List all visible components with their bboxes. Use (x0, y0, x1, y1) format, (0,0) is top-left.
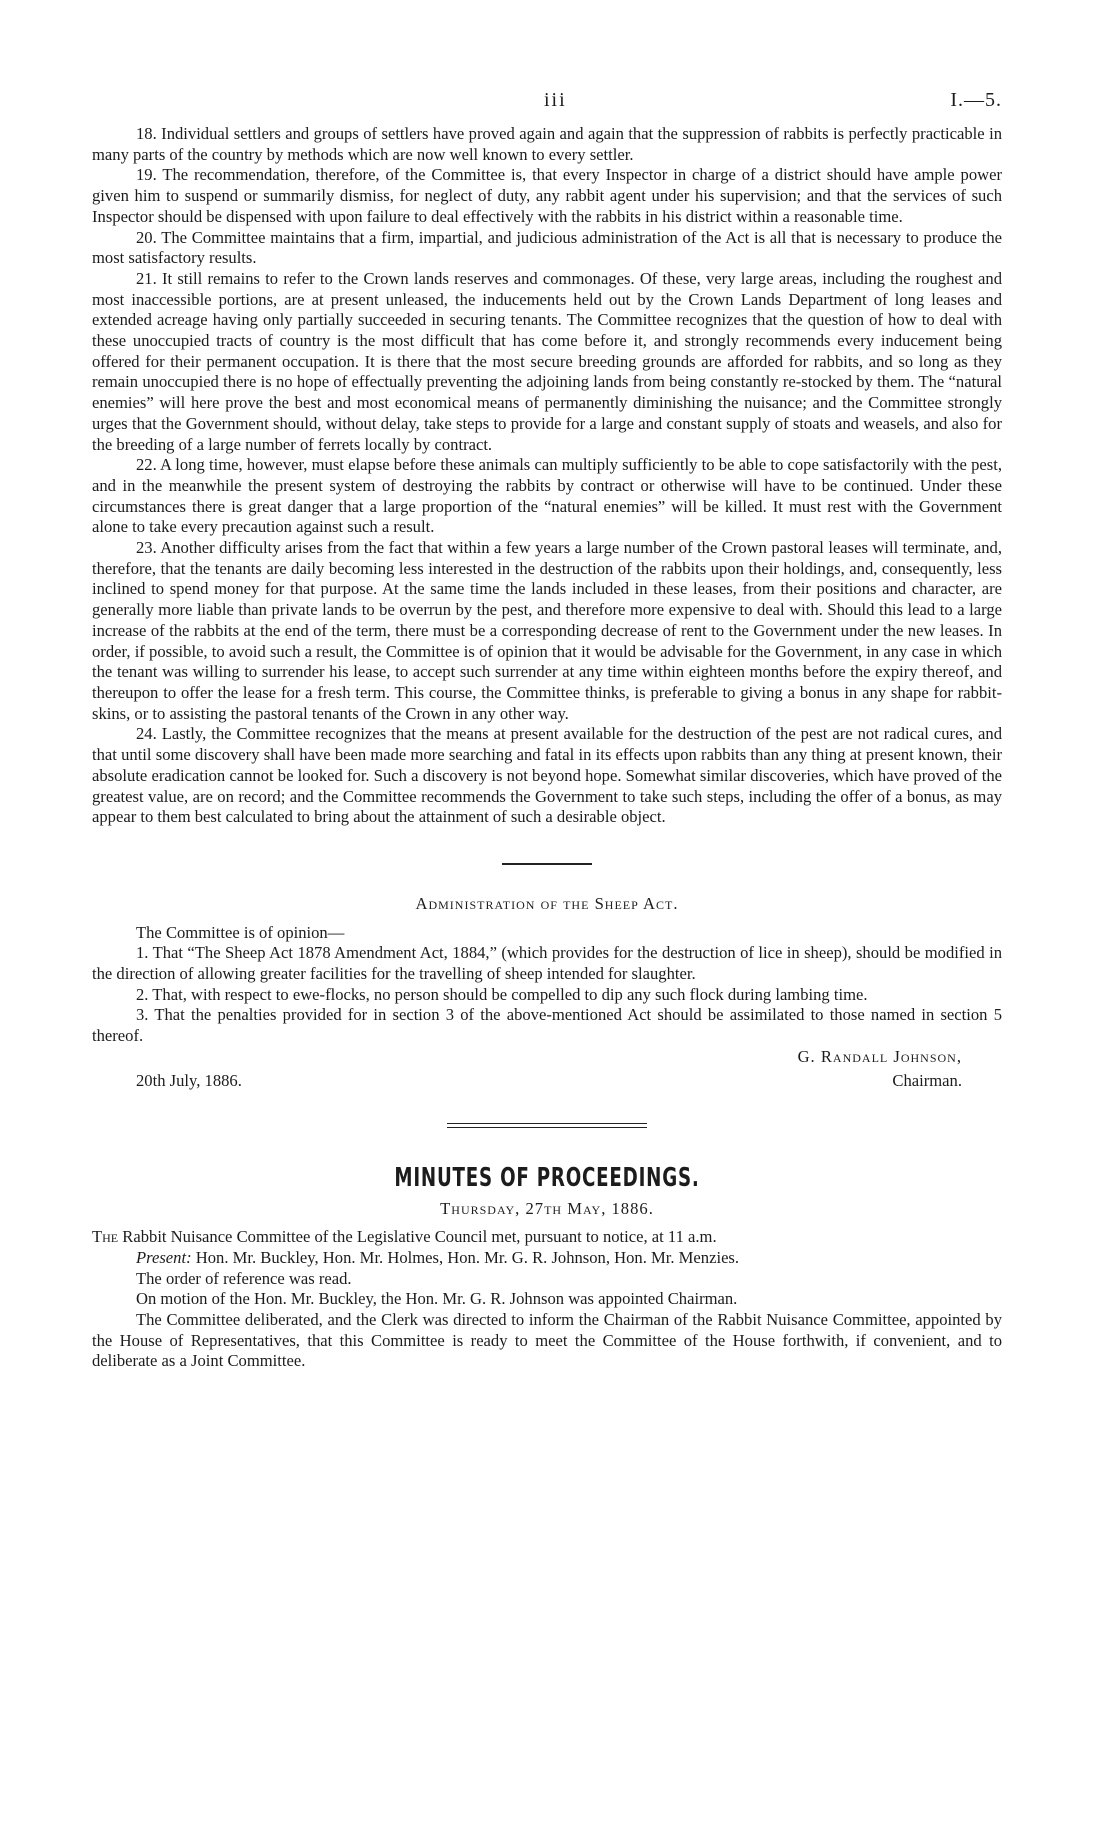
paragraph-19: 19. The recommendation, therefore, of the Committee is, that every Inspector in charge of a district should have ample power given him to suspend or summarily dismiss, for neglect of duty, any rabbit agent under his supervision; and that the services of such Inspector should be dispensed with upon failure to deal effectively with the rabbits in his district within a reasonable time. (92, 165, 1002, 226)
sheep-act-item-3: 3. That the penalties provided for in section 3 of the above-mentioned Act should be assimilated to those named in section 5 thereof. (92, 1005, 1002, 1046)
minutes-line-2: On motion of the Hon. Mr. Buckley, the Hon. Mr. G. R. Johnson was appointed Chairman. (136, 1289, 738, 1309)
signature-title: Chairman. (892, 1070, 962, 1090)
minutes-present (92, 1248, 1002, 1269)
paragraph-18: 18. Individual settlers and groups of settlers have proved again and again that the suppression of rabbits is perfectly practicable in many parts of the country by methods which are now well known to every settler. (92, 124, 1002, 164)
rule-line-bottom (447, 1127, 647, 1128)
present-label: Present: (136, 1247, 192, 1267)
rule-line-top (447, 1123, 647, 1124)
paragraph-21: 21. It still remains to refer to the Crown lands reserves and commonages. Of these, very large areas, including the roughest and most inaccessible portions, are at present unleased, the inducements held out by the Crown Lands Department of long leases and extended acreage having only partially succeeded in securing tenants. The Committee recognizes that the question of how to deal with these unoccupied tracts of country is the most difficult that has come before it, and strongly recommends every inducement being offered for their permanent occupation. It is there that the most secure breeding grounds are afforded for rabbits, and so long as they remain unoccupied there is no hope of effectually preventing the adjoining lands from being constantly re-stocked by them. The “natural enemies” will here prove the best and most economical means of permanently diminishing the nuisance; and the Committee strongly urges that the Government should, without delay, take steps to provide for a large and constant supply of stoats and weasels, and also for the breeding of a large number of ferrets locally by contract. (92, 268, 1002, 454)
sheep-act-item-2: 2. That, with respect to ewe-flocks, no person should be compelled to dip any such flock during lambing time. (136, 984, 868, 1004)
minutes-date: Thursday, 27th May, 1886. (440, 1198, 654, 1218)
paragraph-23: 23. Another difficulty arises from the fact that within a few years a large number of the Crown pastoral leases will terminate, and, therefore, that the tenants are daily becoming less interested in the destruction of the rabbits upon their holdings, and, consequently, less inclined to spend money for that purpose. At the same time the lands included in these leases, from their positions and character, are generally more liable than private lands to be overrun by the pest, and therefore more expensive to deal with. Should this lead to a large increase of the rabbits at the end of the term, there must be a corresponding decrease of rent to the Government under the new leases. In order, if possible, to avoid such a result, the Committee is of opinion that it would be advisable for the Government, in any case in which the tenant was willing to surrender his lease, to accept such surrender at any time within eighteen months before the expiry thereof, and thereupon to offer the lease for a fresh term. This course, the Committee thinks, is preferable to giving a bonus in any shape for rabbit-skins, or to assisting the pastoral tenants of the Crown in any other way. (92, 538, 1002, 723)
paragraph-20: 20. The Committee maintains that a firm, impartial, and judicious administration of the Act is all that is necessary to produce the most satisfactory results. (92, 227, 1002, 268)
present-members: Hon. Mr. Buckley, Hon. Mr. Holmes, Hon. Mr. G. R. Johnson, Hon. Mr. Menzies. (191, 1247, 740, 1267)
minutes-opening-rest: Rabbit Nuisance Committee of the Legislative Council met, pursuant to notice, at 11 a.m. (118, 1227, 717, 1247)
minutes-section (92, 1162, 1002, 1372)
section-divider (502, 863, 592, 865)
sheep-act-section (92, 894, 1002, 1095)
signature-name: G. Randall Johnson, (797, 1046, 962, 1066)
sheep-act-intro: The Committee is of opinion— (136, 922, 345, 942)
page-header (92, 90, 1002, 124)
minutes-opening (92, 1227, 1002, 1248)
minutes-line-1: The order of reference was read. (136, 1268, 352, 1288)
double-rule-divider (447, 1123, 647, 1128)
sheep-act-heading: Administration of the Sheep Act. (415, 893, 679, 913)
paragraph-24: 24. Lastly, the Committee recognizes that the means at present available for the destruction of the pest are not radical cures, and that until some discovery shall have been made more searching and fatal in its effects upon rabbits than any thing at present known, their absolute eradication cannot be looked for. Such a discovery is not beyond hope. Somewhat similar discoveries, which have proved of the greatest value, are on record; and the Committee recommends the Government to take such steps, including the offer of a bonus, as may appear to them best calculated to bring about the attainment of such a desirable object. (92, 724, 1002, 827)
report-date: 20th July, 1886. (136, 1070, 242, 1090)
minutes-opening-lead: The (92, 1227, 119, 1247)
minutes-line-3: The Committee deliberated, and the Clerk was directed to inform the Chairman of the Rabbit Nuisance Committee, appointed by the House of Representatives, that this Committee is ready to meet the Committee of the House forthwith, if convenient, and to deliberate as a Joint Committee. (92, 1310, 1002, 1371)
report-body (92, 124, 1002, 828)
document-reference: I.—5. (950, 89, 1002, 111)
page-number: iii (544, 89, 567, 111)
signature-block (92, 1047, 1002, 1095)
sheep-act-item-1: 1. That “The Sheep Act 1878 Amendment Act, 1884,” (which provides for the destruction of lice in sheep), should be modified in the direction of allowing greater facilities for the travelling of sheep intended for slaughter. (92, 943, 1002, 984)
minutes-title: MINUTES OF PROCEEDINGS. (394, 1162, 700, 1193)
paragraph-22: 22. A long time, however, must elapse before these animals can multiply sufficiently to be able to cope satisfactorily with the pest, and in the meanwhile the present system of destroying the rabbits by contract or otherwise will have to be continued. Under these circumstances there is great danger that a large proportion of the “natural enemies” will be killed. It must rest with the Government alone to take every precaution against such a result. (92, 455, 1002, 537)
